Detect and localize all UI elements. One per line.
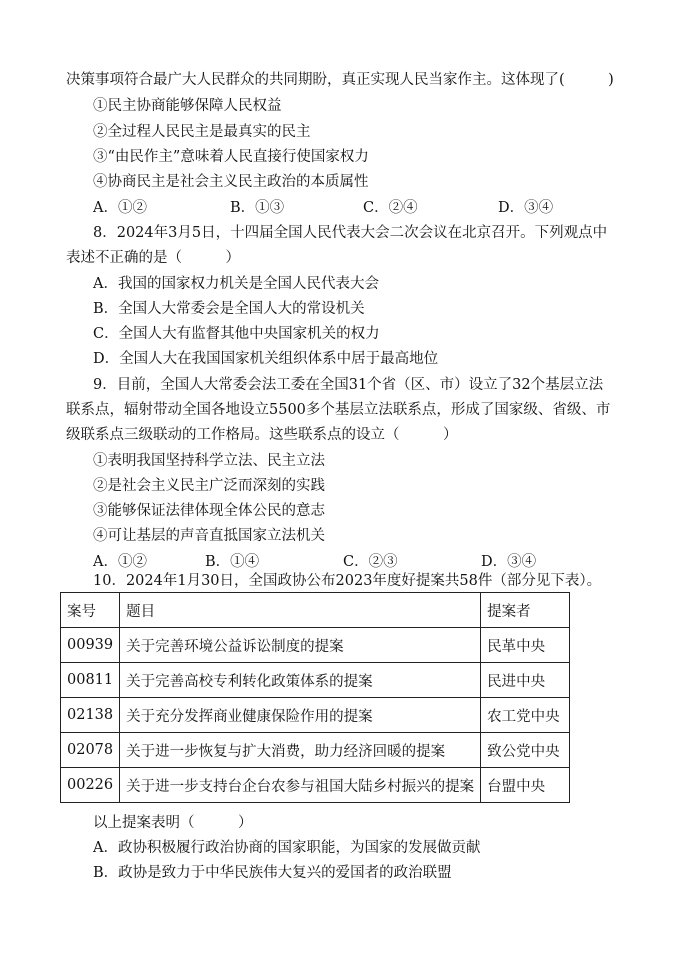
q8-stem-line-2: 表述不正确的是（ ）	[66, 250, 240, 266]
q10-stem: 10．2024年1月30日，全国政协公布2023年度好提案共58件（部分见下表）。	[93, 573, 602, 589]
q7-item-4: ④协商民主是社会主义民主政治的本质属性	[93, 174, 369, 190]
q9-choices	[93, 552, 653, 572]
table-row	[61, 698, 570, 733]
q9-choice-d: D．③④	[481, 554, 537, 570]
header-proposer: 提案者	[481, 593, 570, 628]
table-row	[61, 768, 570, 803]
table-row	[61, 663, 570, 698]
cell-case-number: 02138	[61, 698, 120, 733]
header-title: 题目	[120, 593, 481, 628]
q9-stem-line-2: 联系点，辐射带动全国各地设立5500多个基层立法联系点，形成了国家级、省级、市	[66, 402, 611, 418]
cell-case-number: 02078	[61, 733, 120, 768]
table-row	[61, 628, 570, 663]
cell-proposer: 民革中央	[481, 628, 570, 663]
q8-option-c: C．全国人大有监督其他中央国家机关的权力	[93, 326, 380, 342]
cell-title: 关于充分发挥商业健康保险作用的提案	[120, 698, 481, 733]
q7-item-1: ①民主协商能够保障人民权益	[93, 98, 282, 114]
q7-choice-b: B．①③	[230, 200, 285, 216]
q9-choice-c: C．②③	[343, 554, 398, 570]
q7-choice-a: A．①②	[93, 200, 147, 216]
cell-proposer: 台盟中央	[481, 768, 570, 803]
q9-item-2: ②是社会主义民主广泛而深刻的实践	[93, 478, 325, 494]
q10-option-b: B．政协是致力于中华民族伟大复兴的爱国者的政治联盟	[93, 865, 452, 881]
q8-option-d: D．全国人大在我国国家机关组织体系中居于最高地位	[93, 351, 439, 367]
q9-item-4: ④可让基层的声音直抵国家立法机关	[93, 528, 325, 544]
cell-title: 关于完善环境公益诉讼制度的提案	[120, 628, 481, 663]
q8-option-a: A．我国的国家权力机关是全国人民代表大会	[93, 276, 379, 292]
header-case-number: 案号	[61, 593, 120, 628]
q9-stem-line-1: 9．目前，全国人大常委会法工委在全国31个省（区、市）设立了32个基层立法	[93, 377, 604, 393]
q10-option-a: A．政协积极履行政治协商的国家职能，为国家的发展做贡献	[93, 840, 481, 856]
q7-choice-c: C．②④	[363, 200, 418, 216]
q8-option-b: B．全国人大常委会是全国人大的常设机关	[93, 301, 365, 317]
cell-proposer: 致公党中央	[481, 733, 570, 768]
table-row	[61, 733, 570, 768]
q9-choice-b: B．①④	[205, 554, 260, 570]
q7-choice-d: D．③④	[498, 200, 554, 216]
q7-choices	[93, 198, 653, 218]
cell-case-number: 00226	[61, 768, 120, 803]
q8-stem-line-1: 8．2024年3月5日，十四届全国人民代表大会二次会议在北京召开。下列观点中	[93, 225, 608, 241]
cell-proposer: 民进中央	[481, 663, 570, 698]
q9-item-1: ①表明我国坚持科学立法、民主立法	[93, 453, 325, 469]
q7-item-3: ③“由民作主”意味着人民直接行使国家权力	[93, 149, 369, 165]
q10-after-table: 以上提案表明（ ）	[93, 815, 253, 831]
q7-item-2: ②全过程人民民主是最真实的民主	[93, 124, 311, 140]
q7-stem-continued: 决策事项符合最广大人民群众的共同期盼，真正实现人民当家作主。这体现了( )	[66, 72, 614, 88]
cell-case-number: 00811	[61, 663, 120, 698]
q9-stem-line-3: 级联系点三级联动的工作格局。这些联系点的设立（ ）	[66, 427, 458, 443]
cell-title: 关于进一步支持台企台农参与祖国大陆乡村振兴的提案	[120, 768, 481, 803]
cell-proposer: 农工党中央	[481, 698, 570, 733]
proposals-table	[60, 592, 570, 803]
q9-item-3: ③能够保证法律体现全体公民的意志	[93, 503, 325, 519]
cell-title: 关于完善高校专利转化政策体系的提案	[120, 663, 481, 698]
cell-case-number: 00939	[61, 628, 120, 663]
table-header-row	[61, 593, 570, 628]
cell-title: 关于进一步恢复与扩大消费，助力经济回暖的提案	[120, 733, 481, 768]
q9-choice-a: A．①②	[93, 554, 147, 570]
